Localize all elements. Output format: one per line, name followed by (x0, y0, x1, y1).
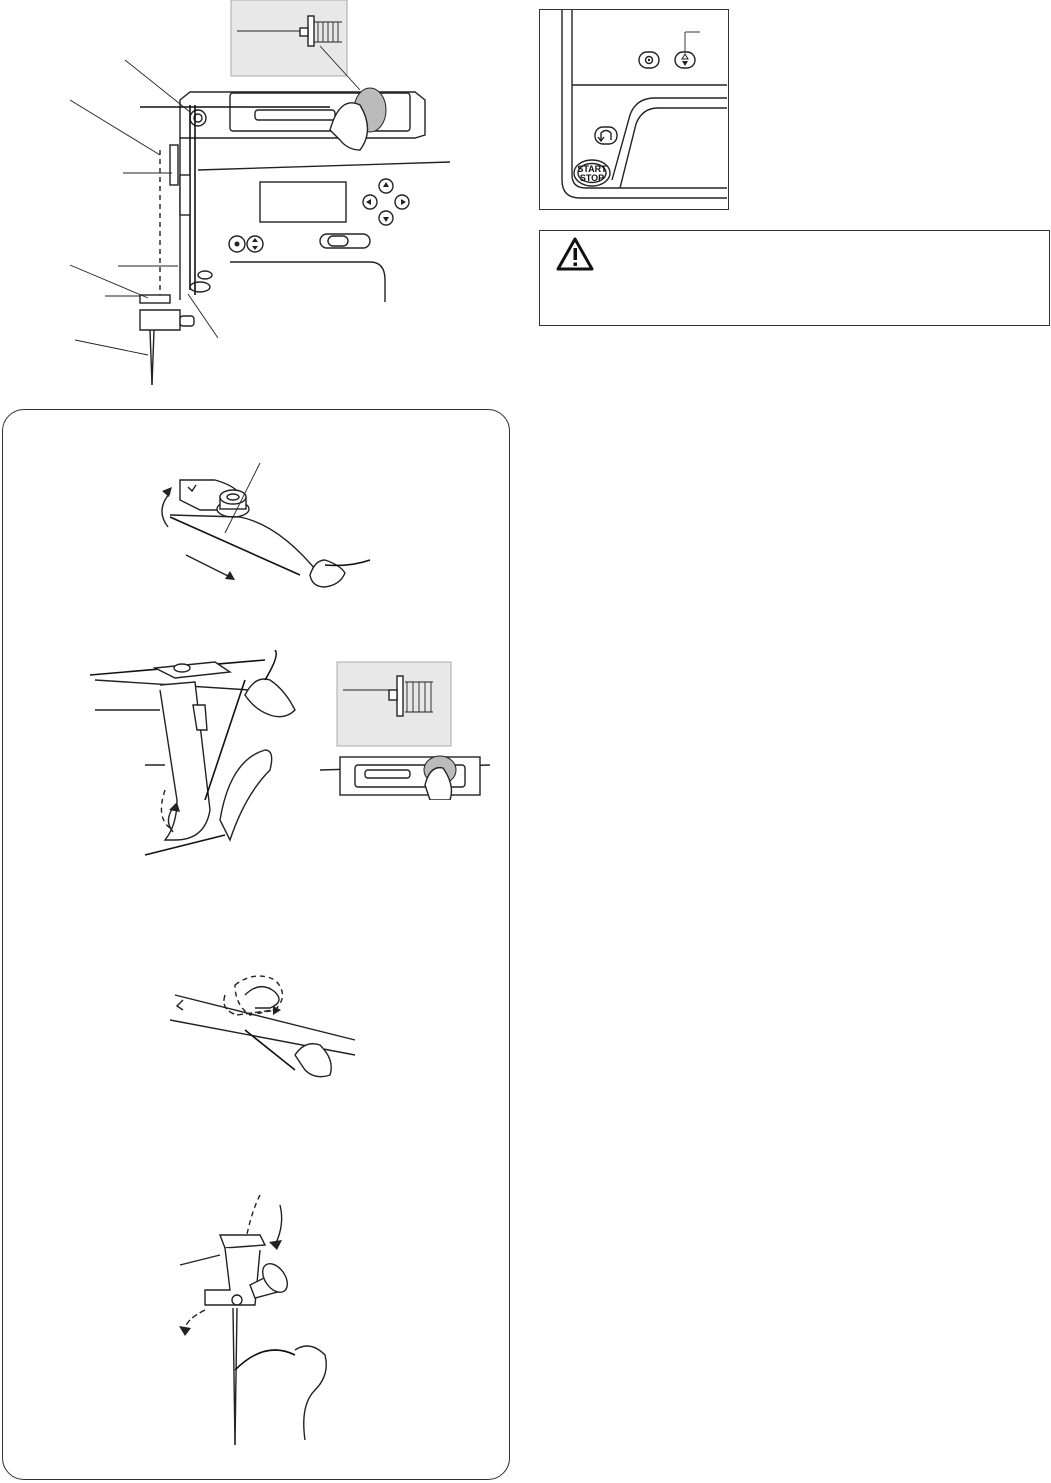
hand-icon (310, 560, 345, 587)
step-1-thread-guide-illustration (140, 455, 380, 595)
guide-number-marker-icon (177, 1000, 183, 1010)
spool-icon (314, 22, 342, 42)
stop-label: STOP (579, 173, 605, 183)
step-2-spool-inset (315, 660, 495, 800)
step-2-take-up-path-illustration (85, 650, 315, 875)
step-3-thread-guide-slot-illustration (165, 970, 365, 1085)
arrow-keys (363, 179, 409, 225)
step-4-needle-bar-guide-illustration (165, 1190, 365, 1460)
hand-icon (245, 679, 295, 717)
down-arrow-icon (275, 1205, 282, 1245)
hand-icon (295, 1044, 331, 1077)
start-stop-button (574, 160, 610, 186)
upper-thread-guide (190, 110, 206, 126)
needle-position-button-panel (539, 9, 729, 210)
warning-box (539, 230, 1050, 326)
needle-stop-button (639, 52, 659, 68)
spool-closeup-inset (231, 0, 347, 76)
needle-clamp (140, 310, 180, 330)
rotate-arrow-icon (185, 1310, 205, 1330)
warning-triangle-icon (558, 239, 592, 269)
thread-guide-slot (245, 987, 279, 1008)
threading-path-illustration (30, 0, 500, 392)
lcd-screen (260, 182, 346, 222)
take-up-lever (170, 145, 178, 185)
needle-up-down-button (675, 52, 695, 68)
start-label: START (577, 164, 607, 174)
pull-arrow-icon (186, 555, 230, 577)
reverse-button (595, 127, 617, 144)
hand-icon (295, 1346, 326, 1440)
rotate-arrow-icon (162, 493, 170, 527)
